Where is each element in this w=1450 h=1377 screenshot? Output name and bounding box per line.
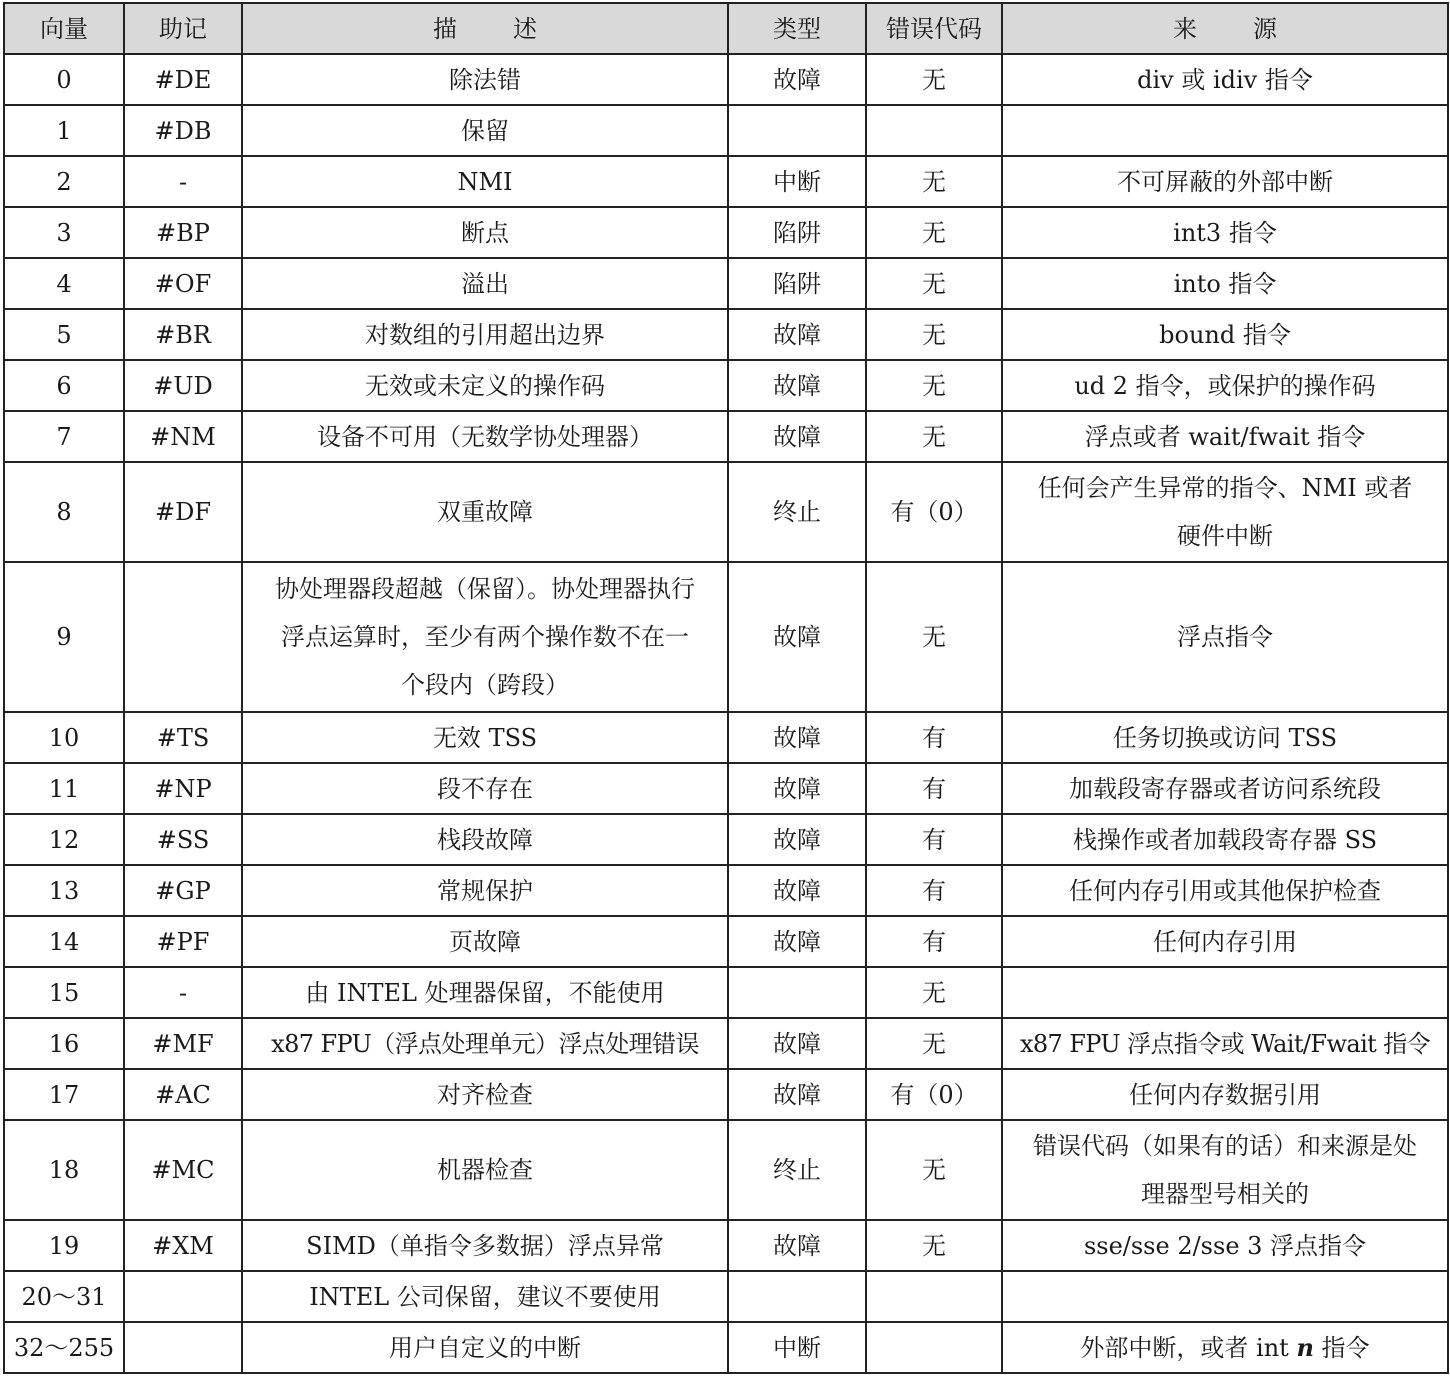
- cell-error-code: 无: [866, 562, 1002, 712]
- cell-description: SIMD（单指令多数据）浮点异常: [242, 1220, 728, 1271]
- table-row: [4, 156, 1448, 207]
- cell-type: 中断: [728, 1322, 866, 1373]
- cell-vector: 9: [4, 562, 124, 712]
- cell-error-code: 无: [866, 156, 1002, 207]
- cell-error-code: 无: [866, 309, 1002, 360]
- table-row: [4, 763, 1448, 814]
- table-row: [4, 712, 1448, 763]
- cell-mnemonic: #DE: [124, 54, 242, 105]
- cell-source: sse/sse 2/sse 3 浮点指令: [1002, 1220, 1448, 1271]
- cell-source: 浮点指令: [1002, 562, 1448, 712]
- cell-type: 故障: [728, 309, 866, 360]
- cell-mnemonic: #TS: [124, 712, 242, 763]
- cell-vector: 15: [4, 967, 124, 1018]
- cell-source: 浮点或者 wait/fwait 指令: [1002, 411, 1448, 462]
- table-row: [4, 1069, 1448, 1120]
- cell-description: 断点: [242, 207, 728, 258]
- cell-source: [1002, 462, 1448, 562]
- cell-description-line: 协处理器段超越（保留）。协处理器执行: [275, 575, 695, 603]
- cell-mnemonic: #DB: [124, 105, 242, 156]
- table-row: [4, 258, 1448, 309]
- cell-source: 栈操作或者加载段寄存器 SS: [1002, 814, 1448, 865]
- cell-vector: 12: [4, 814, 124, 865]
- table-row: [4, 1322, 1448, 1373]
- header-error-code: 错误代码: [866, 3, 1002, 54]
- cell-error-code: 无: [866, 258, 1002, 309]
- cell-type: 陷阱: [728, 207, 866, 258]
- cell-source-line: 错误代码（如果有的话）和来源是处: [1033, 1132, 1417, 1160]
- cell-vector: 1: [4, 105, 124, 156]
- cell-source: [1002, 1120, 1448, 1220]
- cell-type: 故障: [728, 1018, 866, 1069]
- cell-description: INTEL 公司保留，建议不要使用: [242, 1271, 728, 1322]
- cell-error-code: 无: [866, 1120, 1002, 1220]
- cell-source: into 指令: [1002, 258, 1448, 309]
- cell-description-line: 浮点运算时，至少有两个操作数不在一: [281, 623, 689, 651]
- cell-type: [728, 1271, 866, 1322]
- cell-source-line: 理器型号相关的: [1141, 1180, 1309, 1208]
- cell-source-text: 指令: [1313, 1333, 1370, 1362]
- cell-description: 对齐检查: [242, 1069, 728, 1120]
- header-description-char-1: 描: [433, 14, 457, 43]
- cell-type: 故障: [728, 763, 866, 814]
- cell-mnemonic: #OF: [124, 258, 242, 309]
- cell-error-code: 有: [866, 865, 1002, 916]
- table-row: [4, 967, 1448, 1018]
- cell-vector: 5: [4, 309, 124, 360]
- cell-description: 常规保护: [242, 865, 728, 916]
- cell-source: 任何内存引用: [1002, 916, 1448, 967]
- cell-vector: 13: [4, 865, 124, 916]
- cell-vector: 8: [4, 462, 124, 562]
- cell-source: ud 2 指令，或保护的操作码: [1002, 360, 1448, 411]
- cell-description: 对数组的引用超出边界: [242, 309, 728, 360]
- table-row: [4, 916, 1448, 967]
- cell-mnemonic: #GP: [124, 865, 242, 916]
- cell-mnemonic: #SS: [124, 814, 242, 865]
- cell-error-code: 无: [866, 411, 1002, 462]
- cell-mnemonic: #AC: [124, 1069, 242, 1120]
- cell-mnemonic: #MF: [124, 1018, 242, 1069]
- header-source-char-2: 源: [1253, 14, 1277, 43]
- cell-source: [1002, 1322, 1448, 1373]
- interrupt-vector-table: [3, 2, 1449, 1374]
- cell-mnemonic: #PF: [124, 916, 242, 967]
- cell-type: 故障: [728, 360, 866, 411]
- cell-type: 中断: [728, 156, 866, 207]
- cell-error-code: [866, 1271, 1002, 1322]
- cell-error-code: 有: [866, 916, 1002, 967]
- cell-type: 故障: [728, 916, 866, 967]
- cell-error-code: 无: [866, 360, 1002, 411]
- table-row: [4, 309, 1448, 360]
- cell-description: 双重故障: [242, 462, 728, 562]
- cell-error-code: 无: [866, 1220, 1002, 1271]
- header-description-char-2: 述: [513, 14, 537, 43]
- table-row: [4, 54, 1448, 105]
- cell-vector: 16: [4, 1018, 124, 1069]
- table-header-row: [4, 3, 1448, 54]
- cell-source: div 或 idiv 指令: [1002, 54, 1448, 105]
- cell-vector: 17: [4, 1069, 124, 1120]
- cell-mnemonic: #NP: [124, 763, 242, 814]
- cell-type: [728, 105, 866, 156]
- cell-vector: 0: [4, 54, 124, 105]
- cell-error-code: 无: [866, 1018, 1002, 1069]
- cell-error-code: 有（0）: [866, 1069, 1002, 1120]
- header-description: [242, 3, 728, 54]
- cell-mnemonic: [124, 562, 242, 712]
- cell-vector: 18: [4, 1120, 124, 1220]
- cell-description: 无效 TSS: [242, 712, 728, 763]
- cell-vector: 6: [4, 360, 124, 411]
- cell-description: 溢出: [242, 258, 728, 309]
- cell-error-code: 有: [866, 712, 1002, 763]
- cell-source-line: 硬件中断: [1177, 522, 1273, 550]
- header-type: 类型: [728, 3, 866, 54]
- cell-vector: 4: [4, 258, 124, 309]
- table-row: [4, 1120, 1448, 1220]
- cell-mnemonic: #XM: [124, 1220, 242, 1271]
- cell-vector: 32～255: [4, 1322, 124, 1373]
- cell-description-line: 个段内（跨段）: [401, 671, 569, 699]
- cell-type: 故障: [728, 1069, 866, 1120]
- cell-type: 故障: [728, 562, 866, 712]
- cell-error-code: 有: [866, 814, 1002, 865]
- cell-type: 故障: [728, 1220, 866, 1271]
- table-row: [4, 1018, 1448, 1069]
- cell-source: x87 FPU 浮点指令或 Wait/Fwait 指令: [1002, 1018, 1448, 1069]
- cell-vector: 2: [4, 156, 124, 207]
- cell-source: 不可屏蔽的外部中断: [1002, 156, 1448, 207]
- cell-mnemonic: #BP: [124, 207, 242, 258]
- header-source: [1002, 3, 1448, 54]
- cell-error-code: 无: [866, 54, 1002, 105]
- cell-mnemonic: #NM: [124, 411, 242, 462]
- cell-mnemonic: #MC: [124, 1120, 242, 1220]
- cell-vector: 14: [4, 916, 124, 967]
- cell-vector: 11: [4, 763, 124, 814]
- cell-source: [1002, 967, 1448, 1018]
- cell-type: [728, 967, 866, 1018]
- table-row: [4, 360, 1448, 411]
- cell-description: [242, 562, 728, 712]
- cell-mnemonic: #UD: [124, 360, 242, 411]
- cell-description: 除法错: [242, 54, 728, 105]
- cell-error-code: [866, 105, 1002, 156]
- cell-vector: 19: [4, 1220, 124, 1271]
- header-source-char-1: 来: [1173, 14, 1197, 43]
- table-row: [4, 105, 1448, 156]
- cell-description: 机器检查: [242, 1120, 728, 1220]
- cell-mnemonic: -: [124, 156, 242, 207]
- cell-description: 页故障: [242, 916, 728, 967]
- cell-type: 终止: [728, 1120, 866, 1220]
- cell-source: 任何内存引用或其他保护检查: [1002, 865, 1448, 916]
- cell-description: 设备不可用（无数学协处理器）: [242, 411, 728, 462]
- table-row: [4, 1220, 1448, 1271]
- cell-vector: 7: [4, 411, 124, 462]
- cell-type: 陷阱: [728, 258, 866, 309]
- cell-mnemonic: [124, 1322, 242, 1373]
- cell-description: 无效或未定义的操作码: [242, 360, 728, 411]
- cell-mnemonic: #BR: [124, 309, 242, 360]
- cell-vector: 20～31: [4, 1271, 124, 1322]
- header-vector: 向量: [4, 3, 124, 54]
- cell-source: bound 指令: [1002, 309, 1448, 360]
- table-row: [4, 865, 1448, 916]
- cell-description: x87 FPU（浮点处理单元）浮点处理错误: [242, 1018, 728, 1069]
- table-row: [4, 411, 1448, 462]
- cell-description: 栈段故障: [242, 814, 728, 865]
- cell-type: 故障: [728, 865, 866, 916]
- cell-source: int3 指令: [1002, 207, 1448, 258]
- cell-vector: 3: [4, 207, 124, 258]
- table-row: [4, 462, 1448, 562]
- cell-description: 段不存在: [242, 763, 728, 814]
- table-row: [4, 207, 1448, 258]
- cell-error-code: 无: [866, 207, 1002, 258]
- cell-description: 由 INTEL 处理器保留，不能使用: [242, 967, 728, 1018]
- cell-description: NMI: [242, 156, 728, 207]
- cell-type: 终止: [728, 462, 866, 562]
- cell-description: 保留: [242, 105, 728, 156]
- cell-mnemonic: [124, 1271, 242, 1322]
- cell-source: 加载段寄存器或者访问系统段: [1002, 763, 1448, 814]
- cell-source: 任何内存数据引用: [1002, 1069, 1448, 1120]
- cell-type: 故障: [728, 54, 866, 105]
- cell-type: 故障: [728, 411, 866, 462]
- cell-error-code: 无: [866, 967, 1002, 1018]
- table-row: [4, 1271, 1448, 1322]
- cell-source: [1002, 1271, 1448, 1322]
- cell-source-line: 任何会产生异常的指令、NMI 或者: [1037, 474, 1413, 502]
- cell-source-text: 外部中断，或者 int: [1080, 1333, 1297, 1362]
- table-row: [4, 562, 1448, 712]
- cell-description: 用户自定义的中断: [242, 1322, 728, 1373]
- cell-error-code: 有（0）: [866, 462, 1002, 562]
- cell-source: [1002, 105, 1448, 156]
- cell-type: 故障: [728, 712, 866, 763]
- table-row: [4, 814, 1448, 865]
- cell-error-code: 有: [866, 763, 1002, 814]
- cell-source: 任务切换或访问 TSS: [1002, 712, 1448, 763]
- cell-source-variable: n: [1296, 1332, 1314, 1362]
- cell-vector: 10: [4, 712, 124, 763]
- cell-type: 故障: [728, 814, 866, 865]
- cell-error-code: [866, 1322, 1002, 1373]
- header-mnemonic: 助记: [124, 3, 242, 54]
- cell-mnemonic: #DF: [124, 462, 242, 562]
- cell-mnemonic: -: [124, 967, 242, 1018]
